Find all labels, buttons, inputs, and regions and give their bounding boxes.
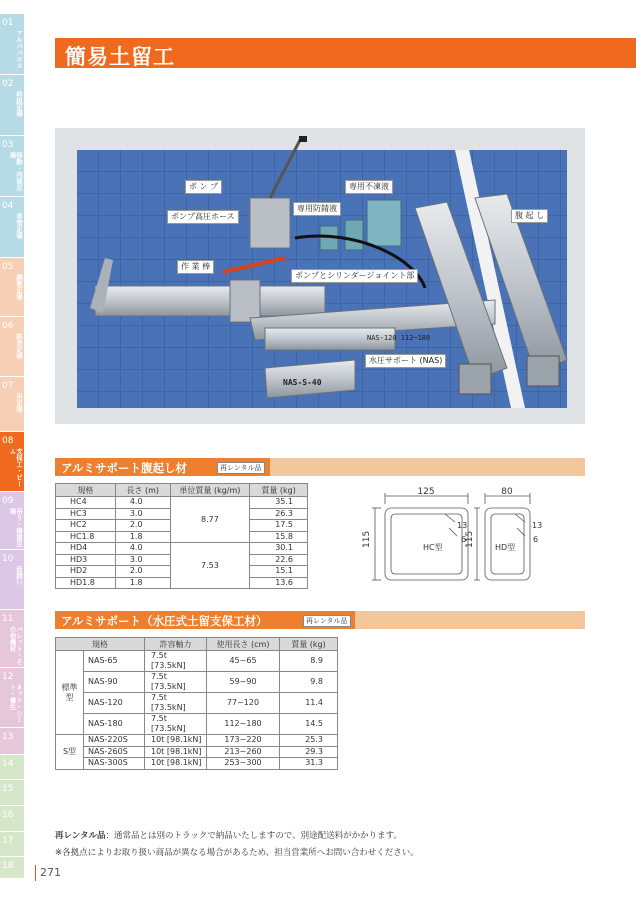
page-header: [55, 38, 636, 68]
sidebar-tab-label: 単管足場: [15, 213, 23, 239]
sidebar-tab[interactable]: [0, 857, 24, 878]
nas-table: [55, 637, 338, 770]
cell-range: 112~180: [207, 714, 280, 735]
sidebar-tab-label: ネット・シート・養生: [8, 684, 23, 723]
sidebar-tab-number: 16: [2, 810, 14, 820]
section-title: アルミサポート腹起し材: [61, 461, 188, 475]
hd-web-label: 6: [533, 535, 539, 544]
sidebar-tab-number: 07: [2, 381, 14, 391]
hc-width-label: 125: [417, 487, 435, 497]
sidebar-tab[interactable]: [0, 755, 24, 779]
sidebar-tab-number: 10: [2, 554, 14, 564]
hc-type-label: HC型: [423, 543, 443, 552]
cell-length: 4.0: [115, 497, 170, 509]
cell-range: 45~65: [207, 651, 280, 672]
cell-mass: 22.6: [250, 554, 308, 566]
sidebar-tab[interactable]: [0, 610, 24, 667]
page-number-rule: [35, 865, 36, 881]
callout-pump: ポ ン プ: [185, 180, 222, 194]
note-rental-bold: 再レンタル品: [55, 831, 106, 841]
sidebar-tab-number: 13: [2, 732, 14, 742]
cell-length: 1.8: [115, 577, 170, 589]
table-row: [56, 735, 338, 747]
cell-mass: 13.6: [250, 577, 308, 589]
stamp-nas-s-40: NAS-S-40: [283, 378, 322, 387]
sidebar-tab-number: 14: [2, 759, 14, 769]
sidebar-tab-number: 12: [2, 672, 14, 682]
table-row: [56, 672, 338, 693]
sidebar-tab-label: パレット・その他機材: [8, 626, 23, 665]
cell-mass: 29.3: [280, 746, 338, 758]
section-title: アルミサポート（水圧式土留支保工材）: [61, 614, 268, 628]
cell-length: 3.0: [115, 508, 170, 520]
cell-load: 7.5t [73.5kN]: [145, 651, 207, 672]
cell-length: 1.8: [115, 531, 170, 543]
sidebar-tab[interactable]: [0, 492, 24, 549]
callout-rust-inhibitor: 専用防錆液: [293, 202, 341, 216]
table-row: [56, 651, 338, 672]
cell-mass: 35.1: [250, 497, 308, 509]
table-row: [56, 758, 338, 770]
sidebar-tab[interactable]: [0, 197, 24, 257]
sidebar-tab[interactable]: [0, 806, 24, 831]
col-unit-mass: 単位質量 (kg/m): [170, 484, 250, 497]
cell-load: 10t [98.1kN]: [145, 758, 207, 770]
table-row: [56, 714, 338, 735]
sidebar-tab-label: 支保工・ビーム: [8, 448, 23, 487]
cell-length: 2.0: [115, 566, 170, 578]
cell-mass: 11.4: [280, 693, 338, 714]
rental-badge: 再レンタル品: [217, 462, 265, 474]
sidebar-tab-label: 枠組足場: [15, 91, 23, 117]
sidebar-tab-number: 11: [2, 614, 14, 624]
cell-load: 10t [98.1kN]: [145, 735, 207, 747]
sidebar-tab-number: 06: [2, 321, 14, 331]
sidebar-tab-label: 鉄骨足場: [15, 333, 23, 359]
table-row: [56, 543, 308, 555]
stamp-nas120: NAS-120 112~180: [367, 334, 431, 342]
cell-spec: HD4: [56, 543, 116, 555]
hc-flange-label: 13: [457, 521, 468, 530]
section-nas-header: [55, 611, 585, 629]
sidebar-tab-number: 09: [2, 496, 14, 506]
sidebar-tab[interactable]: [0, 258, 24, 316]
table-row: [56, 746, 338, 758]
cell-spec: NAS-180: [84, 714, 145, 735]
table-row: [56, 693, 338, 714]
cross-section-diagram: [362, 487, 565, 590]
note-branches: ※各拠点によりお取り扱い商品が異なる場合があるため、担当営業所へお問い合わせください。: [55, 848, 419, 858]
sidebar-tab[interactable]: [0, 75, 24, 135]
cell-range: 59~90: [207, 672, 280, 693]
callout-antifreeze: 専用不凍液: [345, 180, 393, 194]
sidebar-tab[interactable]: [0, 14, 24, 74]
col-mass: 質量 (kg): [250, 484, 308, 497]
sidebar-tab[interactable]: [0, 136, 24, 196]
cell-mass: 17.5: [250, 520, 308, 532]
col-spec: 規格: [56, 638, 145, 651]
sidebar-tab-label: 鋼製足場: [15, 274, 23, 300]
cell-unit-mass: 7.53: [170, 543, 250, 589]
callout-waler: 腹 起 し: [511, 209, 548, 223]
cell-spec: HD3: [56, 554, 116, 566]
sidebar-tab[interactable]: [0, 780, 24, 805]
sidebar-tab-label: 吊り・揚重足場: [8, 508, 23, 547]
sidebar-tab-label: 吊足場: [15, 393, 23, 413]
sidebar-tab[interactable]: [0, 668, 24, 727]
sidebar-tab[interactable]: [0, 550, 24, 609]
hd-height-label: 115: [465, 530, 475, 548]
cell-spec: NAS-300S: [84, 758, 145, 770]
cell-type: 標準型: [56, 651, 84, 735]
cell-length: 3.0: [115, 554, 170, 566]
chapter-sidebar: [0, 0, 24, 900]
cell-mass: 15.8: [250, 531, 308, 543]
cell-length: 2.0: [115, 520, 170, 532]
cell-spec: NAS-90: [84, 672, 145, 693]
cell-spec: HC3: [56, 508, 116, 520]
sidebar-tab-number: 01: [2, 18, 14, 28]
cell-load: 7.5t [73.5kN]: [145, 714, 207, 735]
cell-mass: 26.3: [250, 508, 308, 520]
col-load: 許容軸力: [145, 638, 207, 651]
col-mass: 質量 (kg): [280, 638, 338, 651]
cell-range: 253~300: [207, 758, 280, 770]
cell-spec: HC4: [56, 497, 116, 509]
note-rental: [55, 829, 402, 841]
callout-joint: ポンプとシリンダージョイント部: [291, 269, 418, 283]
sidebar-tab[interactable]: [0, 728, 24, 754]
product-photo: [55, 128, 585, 424]
callout-hose: ポンプ高圧ホース: [167, 210, 239, 224]
cell-range: 173~220: [207, 735, 280, 747]
sidebar-tab-label: 移動・内装足場: [8, 152, 23, 191]
waler-table: [55, 483, 308, 589]
hd-type-label: HD型: [495, 543, 516, 552]
cell-spec: HC2: [56, 520, 116, 532]
sidebar-tab[interactable]: [0, 432, 24, 491]
sidebar-tab[interactable]: [0, 377, 24, 431]
cell-mass: 31.3: [280, 758, 338, 770]
sidebar-tab[interactable]: [0, 832, 24, 856]
cell-load: 10t [98.1kN]: [145, 746, 207, 758]
callout-nas: 水圧サポート (NAS): [365, 354, 446, 368]
callout-work-bar: 作 業 棒: [177, 260, 214, 274]
sidebar-tab-number: 03: [2, 140, 14, 150]
hd-width-label: 80: [501, 487, 513, 497]
col-range: 使用長さ (cm): [207, 638, 280, 651]
cell-mass: 8.9: [280, 651, 338, 672]
sidebar-tab-number: 04: [2, 201, 14, 211]
sidebar-tab-label: 仮囲い: [15, 566, 23, 586]
section-waler-header: [55, 458, 585, 476]
sidebar-tab-number: 18: [2, 861, 14, 871]
rental-badge: 再レンタル品: [303, 615, 351, 627]
cell-spec: HC1.8: [56, 531, 116, 543]
cell-spec: NAS-120: [84, 693, 145, 714]
cell-mass: 14.5: [280, 714, 338, 735]
sidebar-tab-number: 17: [2, 836, 14, 846]
cell-mass: 25.3: [280, 735, 338, 747]
cell-spec: HD1.8: [56, 577, 116, 589]
cell-load: 7.5t [73.5kN]: [145, 672, 207, 693]
col-length: 長さ (m): [115, 484, 170, 497]
hc-height-label: 115: [362, 530, 372, 548]
cell-spec: HD2: [56, 566, 116, 578]
sidebar-tab-number: 08: [2, 436, 14, 446]
cell-range: 77~120: [207, 693, 280, 714]
cell-mass: 9.8: [280, 672, 338, 693]
sidebar-tab[interactable]: [0, 317, 24, 376]
hd-flange-label: 13: [532, 521, 543, 530]
cell-spec: NAS-65: [84, 651, 145, 672]
sidebar-tab-number: 02: [2, 79, 14, 89]
sidebar-tab-number: 05: [2, 262, 14, 272]
cell-type: S型: [56, 735, 84, 770]
note-rental-text: ：通常品とは別のトラックで納品いたしますので、別途配送料がかかります。: [105, 831, 402, 841]
cell-length: 4.0: [115, 543, 170, 555]
col-spec: 規格: [56, 484, 116, 497]
cell-mass: 15.1: [250, 566, 308, 578]
cell-spec: NAS-260S: [84, 746, 145, 758]
cell-unit-mass: 8.77: [170, 497, 250, 543]
cell-spec: NAS-220S: [84, 735, 145, 747]
page-title: 簡易土留工: [65, 45, 175, 69]
sidebar-tab-label: アルバパロス: [15, 30, 23, 69]
hc-web-label: 6: [461, 535, 467, 544]
page-number: 271: [40, 866, 61, 879]
table-row: [56, 497, 308, 509]
cell-range: 213~260: [207, 746, 280, 758]
cell-mass: 30.1: [250, 543, 308, 555]
cell-load: 7.5t [73.5kN]: [145, 693, 207, 714]
sidebar-tab-number: 15: [2, 784, 14, 794]
